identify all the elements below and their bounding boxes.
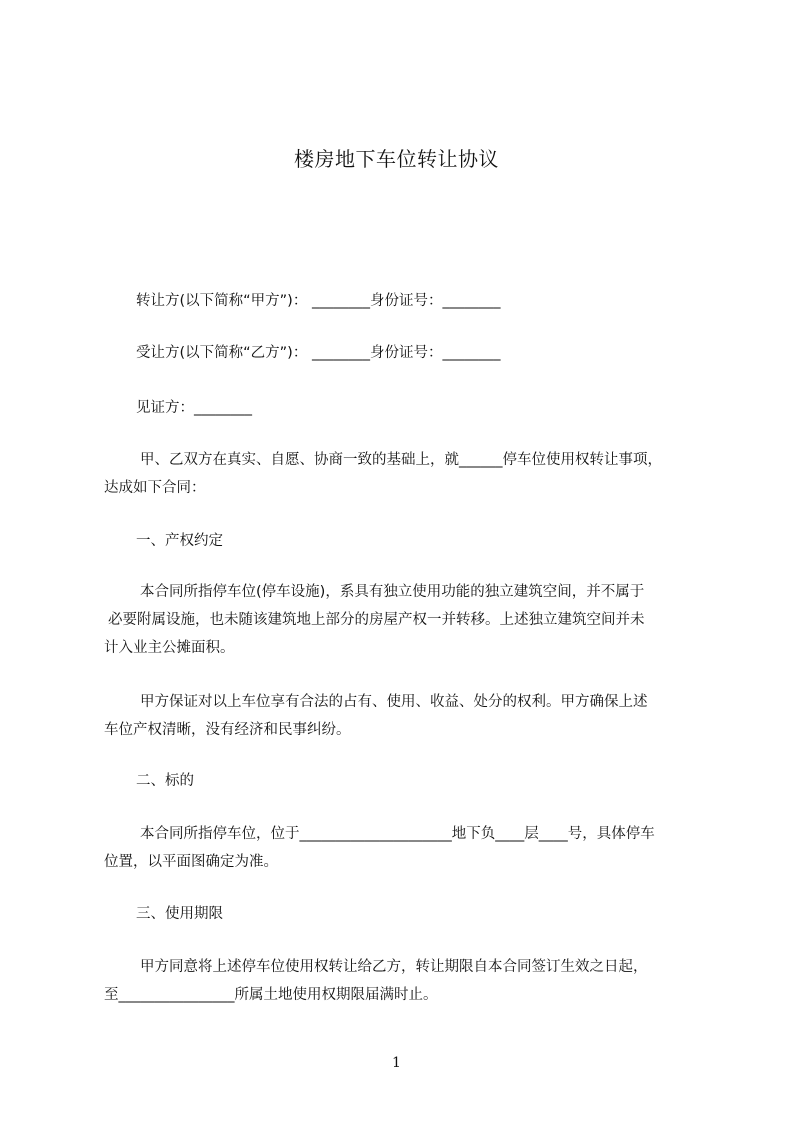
section-2-heading: 二、标的 (136, 773, 194, 789)
section-1-heading: 一、产权约定 (136, 533, 223, 549)
party-a-line: 转让方(以下简称“甲方”)： ________身份证号：________ (136, 293, 501, 309)
section-3-heading: 三、使用期限 (136, 906, 223, 922)
s1p1-line-1: 本合同所指停车位(停车设施)，系具有独立使用功能的独立建筑空间，并不属于 (140, 584, 645, 600)
s2p1-line-2: 位置，以平面图确定为准。 (104, 854, 278, 870)
intro-paragraph (104, 446, 704, 502)
s3p1-line-2: 至________________所属土地使用权期限届满时止。 (104, 987, 438, 1003)
page-number: 1 (392, 1055, 401, 1071)
s2p1-line-1: 本合同所指停车位，位于_____________________地下负____层____号，具体停车 (140, 826, 655, 842)
party-b-line: 受让方(以下简称“乙方”)： ________身份证号：________ (136, 345, 501, 361)
s1p2-line-1: 甲方保证对以上车位享有合法的占有、使用、收益、处分的权利。甲方确保上述 (140, 694, 648, 710)
intro-line-1: 甲、乙双方在真实、自愿、协商一致的基础上，就______停车位使用权转让事项， (140, 452, 662, 468)
intro-line-2: 达成如下合同： (104, 480, 206, 496)
s1p1-line-2: 必要附属设施，也未随该建筑地上部分的房屋产权一并转移。上述独立建筑空间并未 (108, 612, 645, 628)
section-1-paragraph-1 (104, 578, 704, 662)
s1p2-line-2: 车位产权清晰，没有经济和民事纠纷。 (104, 722, 351, 738)
document-title: 楼房地下车位转让协议 (294, 147, 499, 171)
section-3-paragraph-1 (104, 953, 704, 1009)
section-2-paragraph-1 (104, 820, 704, 876)
s3p1-line-1: 甲方同意将上述停车位使用权转让给乙方，转让期限自本合同签订生效之日起， (140, 959, 648, 975)
section-1-paragraph-2 (104, 688, 704, 744)
witness-line: 见证方：________ (136, 400, 252, 416)
s1p1-line-3: 计入业主公摊面积。 (104, 640, 235, 656)
